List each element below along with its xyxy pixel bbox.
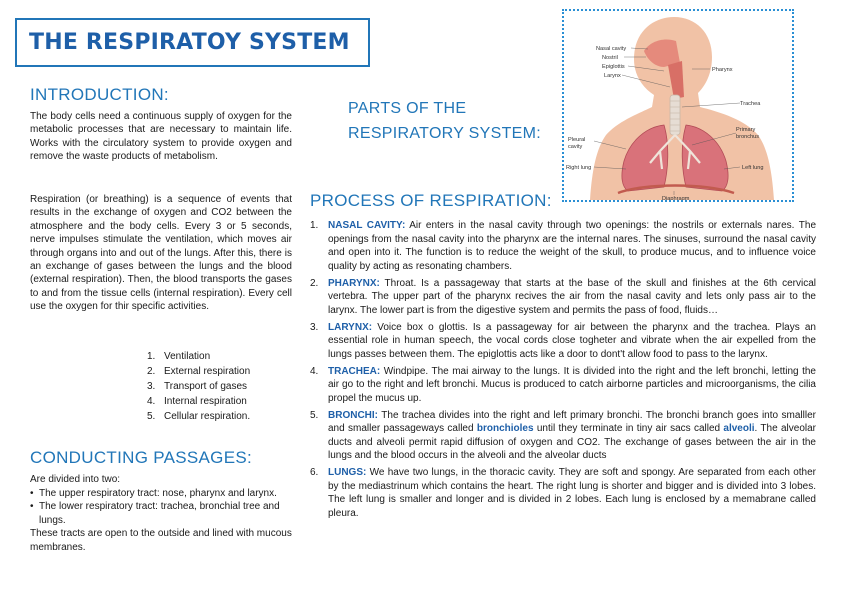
list-number: 2. [310, 277, 319, 289]
list-number: 3. [310, 321, 319, 333]
parts-heading-line-2: RESPIRATORY SYSTEM: [348, 125, 542, 142]
respiratory-illustration [564, 11, 792, 200]
respiratory-diagram [562, 9, 794, 202]
term-bronchioles: bronchioles [476, 423, 534, 434]
list-number: 3. [147, 381, 156, 392]
label-left-lung: Left lung [742, 165, 764, 171]
conducting-intro: Are divided into two: [30, 474, 121, 485]
list-item [147, 409, 297, 424]
description-before: The trachea divides into the right and left primary bronchi. The bronchi branch goes into smalller and smaller passageways called [328, 409, 816, 434]
conducting-closing: These tracts are open to the outside and lined with mucous membranes. [30, 528, 292, 553]
list-label: Transport of gases [164, 381, 248, 392]
description: Voice box o glottis. Is a passageway for air between the pharynx and the trachea. Plays an essential role in human speech, the vocal cords close togheter and vibrate when the air expelled from the lungs passes between them. The epiglottis acts like a door to dont't allow food to pass to the larynx. [328, 321, 816, 360]
list-label: Ventilation [164, 351, 211, 362]
list-text [328, 466, 816, 520]
bullet-text: The lower respiratory tract: trachea, bronchial tree and lungs. [39, 501, 280, 526]
list-label: Internal respiration [164, 396, 247, 407]
list-item [147, 364, 297, 379]
introduction-paragraph-1: The body cells need a continuous supply of oxygen for the metabolic processes that are necessary to maintain life. Works with the circulatory system to provide oxygen and remove the waste products of metabolism. [30, 111, 292, 163]
term: LARYNX: [328, 321, 373, 333]
bullet-icon: • [30, 487, 34, 499]
bullet-text: The upper respiratory tract: nose, pharynx and larynx. [39, 487, 277, 499]
introduction-paragraph-2: Respiration (or breathing) is a sequence of events that results in the exchange of oxygen and CO2 between the atmosphere and the body cells. Every 3 or 5 seconds, nerve impulses stimulate the ventilation, which moves air through organs into and out of the lungs. After this, there is an exchange of gases between the lungs and the blood (external respiration). Then, the blood transports the gases to and from the tissue cells (internal respiration). Every cell use the oxygen for thir specific activities. [30, 194, 292, 313]
process-item-trachea [310, 365, 816, 406]
description: We have two lungs, in the thoracic cavity. They are soft and spongy. Are separated from each other by the mediastrinum which contains the heart. The right lung is shorter and bigger and is divided into 3 lobes. The left lung is smaller and longer and is divided in 2 lobes. Each lung is enclosed by a memabrane called pleura. [328, 467, 816, 519]
process-item-bronchi [310, 409, 816, 463]
list-text [328, 321, 816, 362]
description: Air enters in the nasal cavity through two openings: the nostrils or externals nares. The openings from the nasal cavity into the pharynx are the internal nares. The sinuses, surround the nasal cavity and open into it. The function is to reduce the weight of the skull, to produce mucus, and to influence voice quality by acting as resonating chambers. [328, 220, 816, 272]
label-epiglottis: Epiglottis [602, 64, 625, 70]
label-primary-bronchus-2: bronchus [736, 134, 760, 140]
respiration-activities-list [147, 349, 297, 424]
list-item [30, 487, 292, 501]
list-item [147, 394, 297, 409]
body-silhouette [590, 17, 774, 200]
label-primary-bronchus-1: Primary [736, 127, 756, 133]
process-heading: PROCESS OF RESPIRATION: [310, 191, 552, 210]
term: LUNGS: [328, 467, 367, 478]
list-number: 1. [310, 220, 319, 231]
description: Throat. Is a passageway that starts at the base of the skull and finishes at the 6th cervical vertebra. The upper part of the pharynx recives the air from the nasal cavity and lets only pass air to the larynx. The lower part is from the digestive system and permits the pass of food, fluids… [328, 277, 816, 316]
description: Windpipe. The mai airway to the lungs. It is divided into the right and the left bronchi, letting the air go to the right and left bronchi. Mucus is produced to catch airborne particles and microorganisms, the cilia propel the mucus up. [328, 365, 816, 404]
process-list [310, 219, 816, 524]
introduction-heading: INTRODUCTION: [30, 85, 169, 104]
term: BRONCHI: [328, 409, 378, 421]
list-number: 4. [310, 365, 319, 377]
process-item-larynx [310, 321, 816, 362]
list-label: External respiration [164, 366, 251, 377]
label-larynx: Larynx [604, 73, 621, 79]
list-number: 5. [310, 409, 319, 421]
page-title: THE RESPIRATOY SYSTEM [29, 30, 350, 55]
list-text [328, 409, 816, 463]
parts-heading-line-1: PARTS OF THE [348, 100, 467, 117]
list-number: 2. [147, 366, 156, 377]
conducting-passages-body [30, 473, 292, 555]
list-number: 6. [310, 467, 319, 478]
list-text [328, 219, 816, 273]
list-text [328, 277, 816, 318]
label-nostril: Nostril [602, 55, 618, 61]
list-item [147, 349, 297, 364]
list-text [328, 365, 816, 406]
bullet-icon: • [30, 501, 34, 513]
label-right-lung: Right lung [566, 165, 592, 171]
list-label: Cellular respiration. [164, 411, 251, 422]
term: PHARYNX: [328, 277, 380, 289]
list-item [30, 500, 292, 527]
term: TRACHEA: [328, 365, 381, 377]
label-pharynx: Pharynx [712, 67, 733, 73]
title-box [15, 18, 370, 67]
list-number: 4. [147, 396, 156, 407]
label-diaphragm: Diaphragm [662, 196, 690, 200]
label-pleural-cavity-1: Pleural [568, 137, 586, 143]
list-item [147, 379, 297, 394]
list-number: 5. [147, 411, 156, 422]
label-nasal-cavity: Nasal cavity [596, 46, 627, 52]
label-trachea: Trachea [740, 101, 761, 107]
process-item-lungs [310, 466, 816, 520]
list-number: 1. [147, 351, 156, 362]
process-item-nasal-cavity [310, 219, 816, 273]
term-alveoli: alveoli [723, 423, 755, 434]
label-pleural-cavity-2: cavity [568, 144, 583, 150]
conducting-passages-heading: CONDUCTING PASSAGES: [30, 448, 252, 467]
description-after: . The alveolar ducts and alveoli permit rapid diffusion of oxygen and CO2. The exchange of gases between the air in the lungs and the blood occurs in the alveoli and the alveolar ducts [328, 423, 816, 461]
process-item-pharynx [310, 277, 816, 318]
parts-heading [348, 96, 541, 146]
description-middle: until they terminate in tiny air sacs called [533, 423, 724, 434]
term: NASAL CAVITY: [328, 220, 406, 231]
